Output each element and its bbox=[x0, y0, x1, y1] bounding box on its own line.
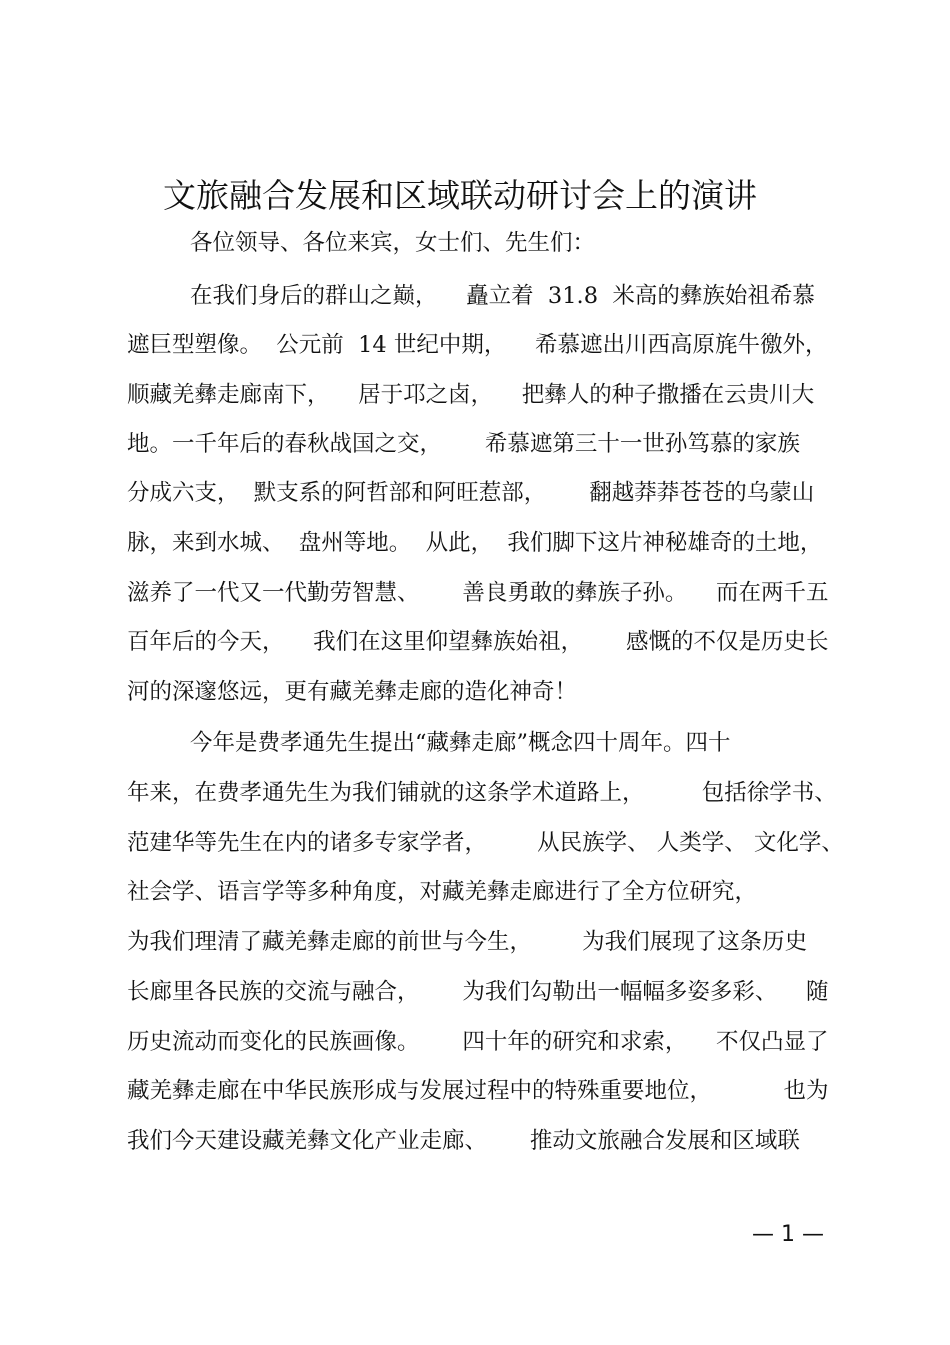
body-line: 范建华等先生在内的诸多专家学者， 从民族学、 人类学、 文化学、 bbox=[127, 830, 844, 856]
body-line: 藏羌彝走廊在中华民族形成与发展过程中的特殊重要地位， 也为 bbox=[127, 1078, 829, 1104]
page-number: — 1 — bbox=[752, 1222, 824, 1247]
body-line: 为我们理清了藏羌彝走廊的前世与今生， 为我们展现了这条历史 bbox=[127, 929, 808, 955]
body-line: 河的深邃悠远，更有藏羌彝走廊的造化神奇！ bbox=[127, 679, 578, 705]
body-line: 长廊里各民族的交流与融合， 为我们勾勒出一幅幅多姿多彩、 随 bbox=[127, 979, 829, 1005]
body-line: 遮巨型塑像。 公元前 14 世纪中期， 希慕遮出川西高原旄牛徼外， bbox=[127, 332, 828, 358]
body-line: 在我们身后的群山之巅， 矗立着 31.8 米高的彝族始祖希慕 bbox=[190, 283, 815, 309]
body-line: 历史流动而变化的民族画像。 四十年的研究和求索， 不仅凸显了 bbox=[127, 1029, 829, 1055]
body-line: 滋养了一代又一代勤劳智慧、 善良勇敢的彝族子孙。 而在两千五 bbox=[127, 580, 829, 606]
body-line: 年来，在费孝通先生为我们铺就的这条学术道路上， 包括徐学书、 bbox=[127, 780, 837, 806]
body-line: 各位领导、各位来宾，女士们、先生们： bbox=[190, 230, 596, 256]
body-line: 脉，来到水城、 盘州等地。 从此， 我们脚下这片神秘雄奇的土地， bbox=[127, 530, 823, 556]
body-line: 地。一千年后的春秋战国之交， 希慕遮第三十一世孙笃慕的家族 bbox=[127, 431, 800, 457]
body-line: 百年后的今天， 我们在这里仰望彝族始祖， 感慨的不仅是历史长 bbox=[127, 629, 829, 655]
body-line: 分成六支， 默支系的阿哲部和阿旺惹部， 翻越莽莽苍苍的乌蒙山 bbox=[127, 480, 815, 506]
body-line: 我们今天建设藏羌彝文化产业走廊、 推动文旅融合发展和区域联 bbox=[127, 1128, 800, 1154]
body-line: 顺藏羌彝走廊南下， 居于邛之卤， 把彝人的种子撒播在云贵川大 bbox=[127, 382, 815, 408]
body-line: 今年是费孝通先生提出“藏彝走廊”概念四十周年。四十 bbox=[190, 730, 731, 756]
body-line: 社会学、语言学等多种角度，对藏羌彝走廊进行了全方位研究， bbox=[127, 879, 758, 905]
document-title: 文旅融合发展和区域联动研讨会上的演讲 bbox=[163, 176, 757, 215]
